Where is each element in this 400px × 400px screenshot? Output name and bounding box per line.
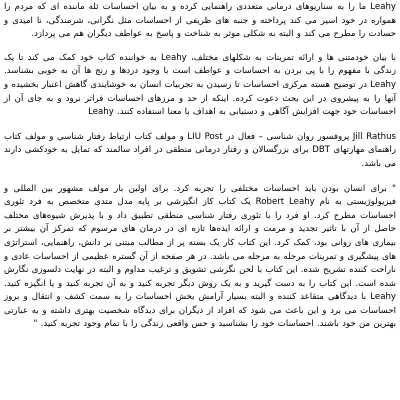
paragraph-exercises: با بیان خودمتنی ها و ارائه تمرینات به شکلهای مختلف، Leahy به خواننده کتاب خود کمک می کند تا یک زندگی با مفهوم را با پی بردن به احساسات و عواطف است با وجود دردها و رنج ها آن به خوبی بشناسد. Leahy در توضیح هسته مرکزی احساسات تا رسیدن به تجربیات انسان به خوشایندی گاهش اعتبار بخشیده و آنها را به پیشروی در این بحث دعوت کرده. اینکه از حد و مرزهای احساسات فراتر نرود و به جای آن از احساسات خود جهت افزایش آگاهی و دستیابی به اهداف با معنا استفاده کنند. Leahy	[4, 52, 396, 118]
paragraph-jill-rathus: Jill Rathus پروفسور روان شناسی – فعال در LIU Post و مولف کتاب ارتباط رفتار شناسی و مولف کتاب راهنمای مهارتهای DBT برای بزرگسالان و رفتار درمانی منطقی در افراد سالمند که تمایل به خودکشی دارند می باشد.	[4, 131, 396, 169]
paragraph-leahy-scenarios: Leahy ما را به سناریوهای درمانی متعددی راهنمایی کرده و به بیان احساسات ثله ماننده ای که مردم را همواره در خود اسیر می کند پرداخته و جنبه های ظریفی از احساسات مثل نگرانی، شرمندگی، نا امیدی و حسادت را مطرح می کند و البته به شکلی موثر به شناخت و پاسخ به عواطف دیگران هم می پردازد.	[4, 2, 396, 40]
paragraph-quote: " برای انسان بودن باید احساسات مختلفی را تجربه کرد. برای اولین بار مولف مشهور بین المللی و فیزیولوژیستی به نام Robert Leahy یک کتاب کاز انگیزشی بر پایه مدل متدی متخصص به فرد تئوری احساسات مطرح کرد. او فرد را با تئوری رفتار شناسی منطقی تطبیق داد و با پذیرش شیوه‌های مختلف حاصل از آن با تاثیر تجدید و مرمت و ارائه ایده‌ها تازه ای در درمان های مرسوم که تمرکز آن بیشتر بر بیماری های روانی بود، کمک کرد. این کتاب کار یک بسته پر از مطالب مبتنی بر دانش، راهنمایی، استراتژی های پیشگیری و تمرینات مرحله به مرحله می باشد. در هر صفحه از آن گستره عظیمی از احساسات عادی و ناراحت کننده تشریح شده. این کتاب با لحن نگرشی تشویق و ترغیب مداوم و البته در نهایت دلسوزی نگارش شده است. این کتاب را به دست گیرید و به یک روش دیگر تجربه کنید و به آن تجربه کنید و یا انگیزه کنید. Leahy با دیدگاهی متقاعد کننده و البته بسیار آرامش بخش احساسات را به سمت کشف و انتقال و بروز احساسات می برد و این باعث می شود که افراد از دیگران برای دیدگاه شخصیت بهتری داشته و به عبارتی بهترین من خود باشند. احساسات خود را بشناسید و حس واقعی زندگی را با تمام وجود تجربه کنید. "	[4, 183, 396, 330]
